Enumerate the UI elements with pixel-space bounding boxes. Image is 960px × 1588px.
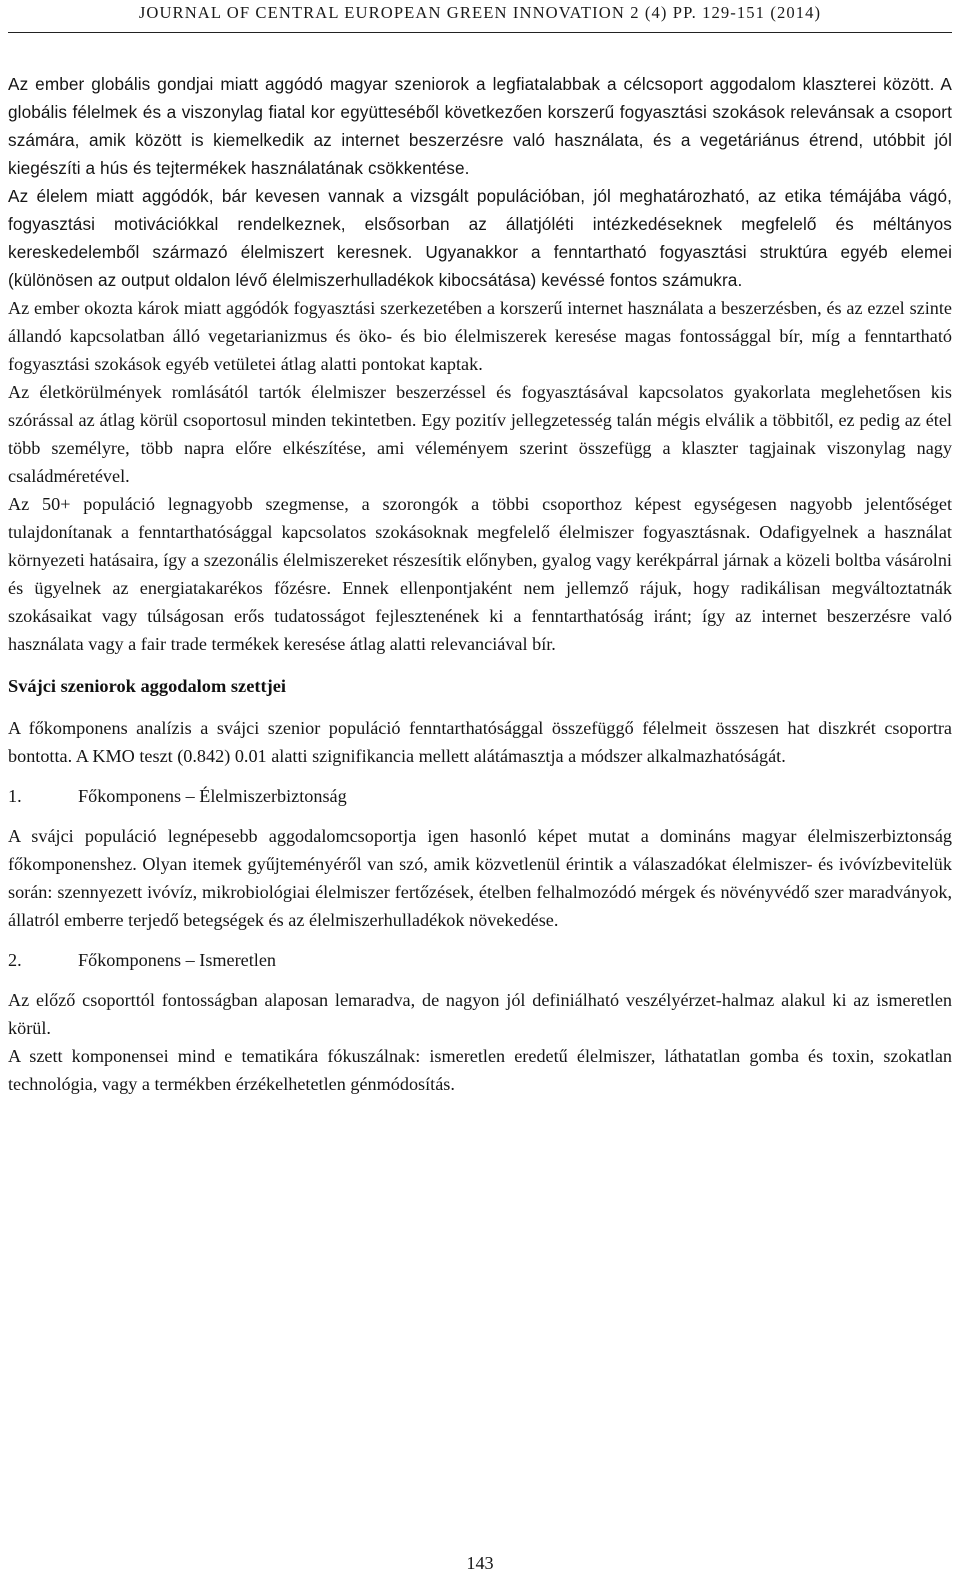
component-title: Főkomponens – Élelmiszerbiztonság	[78, 786, 347, 806]
body-text	[8, 70, 952, 1098]
component-paragraph: Az előző csoporttól fontosságban alaposan lemaradva, de nagyon jól definiálható veszélyérzet-halmaz alakul ki az ismeretlen körül.	[8, 990, 952, 1038]
paragraph-human-damage: Az ember okozta károk miatt aggódók fogyasztási szerkezetében a korszerű internet használata a beszerzésben, és az ezzel szinte állandó kapcsolatban álló vegetarianizmus és öko- és bio élelmiszerek keresése magas fontossággal bír, míg a fenntartható fogyasztási szokások egyéb vetületei átlag alatti pontokat kaptak.	[8, 298, 952, 374]
component-title: Főkomponens – Ismeretlen	[78, 950, 277, 970]
component-number: 1.	[8, 786, 22, 806]
component-heading-2	[8, 946, 952, 974]
component-heading-1	[8, 782, 952, 810]
component-number: 2.	[8, 950, 22, 970]
paragraph-global-worries: Az ember globális gondjai miatt aggódó magyar szeniorok a legfiatalabbak a célcsoport aggodalom klaszterei között. A globális félelmek és a viszonylag fiatal kor együtteséből következően korszerű fogyasztási szokások relevánsak a csoport számára, amik között is kiemelkedik az internet beszerzésre való használata, és a vegetáriánus étrend, utóbbit jól kiegészíti a hús és tejtermékek használatának csökkentése.	[8, 74, 952, 178]
paragraph-living-conditions: Az életkörülmények romlásától tartók élelmiszer beszerzéssel és fogyasztásával kapcsolatos gyakorlata meglehetősen kis szórással az átlag körül csoportosul minden tekintetben. Egy pozitív jellegzetesség talán mégis elválik a többitől, ez pedig az étel több személyre, több napra előre elkészítése, ami véleményem szerint összefügg a klaszter tagjainak viszonylag nagy családméretével.	[8, 382, 952, 486]
paragraph-anxious-segment: Az 50+ populáció legnagyobb szegmense, a szorongók a többi csoporthoz képest egységesen nagyobb jelentőséget tulajdonítanak a fenntarthatósággal kapcsolatos szokásoknak megfelelő élelmiszer fogyasztásnak. Odafigyelnek a használat környezeti hatásaira, így a szezonális élelmiszereket részesítik előnyben, gyalog vagy kerékpárral járnak a közeli boltba vásárolni és ügyelnek az energiatakarékos főzésre. Ennek ellenpontjaként nem jellemző rájuk, hogy radikálisan megváltoztatnák szokásaikat vagy túlságosan erős tudatosságot fejlesztenének ki a fenntarthatóság iránt; így az internet beszerzésre való használata vagy a fair trade termékek keresése átlag alatti relevanciával bír.	[8, 494, 952, 654]
page-number: 143	[466, 1553, 494, 1573]
section-intro: A főkomponens analízis a svájci szenior populáció fenntarthatósággal összefüggő félelmeit összesen hat diszkrét csoportra bontotta. A KMO teszt (0.842) 0.01 alatti szignifikancia mellett alátámasztja a módszer alkalmazhatóságát.	[8, 718, 952, 766]
section-title: Svájci szeniorok aggodalom szettjei	[8, 676, 287, 696]
paragraph-food-worries: Az élelem miatt aggódók, bár kevesen vannak a vizsgált populációban, jól meghatározható, az etika témájába vágó, fogyasztási motivációkkal rendelkeznek, elsősorban az állatjóléti intézkedéseknek megfelelő és méltányos kereskedelemből származó élelmiszert keresnek. Ugyanakkor a fenntartható fogyasztási struktúra egyéb elemei (különösen az output oldalon lévő élelmiszerhulladékok kibocsátása) kevéssé fontos számukra.	[8, 186, 952, 290]
component-paragraph: A svájci populáció legnépesebb aggodalomcsoportja igen hasonló képet mutat a domináns magyar élelmiszerbiztonság főkomponenshez. Olyan itemek gyűjteményéről van szó, amik közvetlenül érintik a válaszadókat élelmiszer- és ivóvízbevitelük során: szennyezett ivóvíz, mikrobiológiai élelmiszer fertőzések, ételben felhalmozódó mérgek és növényvédő szer maradványok, állatról emberre terjedő betegségek és az élelmiszerhulladékok növekedése.	[8, 826, 952, 930]
running-header: JOURNAL OF CENTRAL EUROPEAN GREEN INNOVATION 2 (4) PP. 129-151 (2014)	[138, 3, 822, 22]
component-paragraph: A szett komponensei mind e tematikára fókuszálnak: ismeretlen eredetű élelmiszer, láthatatlan gomba és toxin, szokatlan technológia, vagy a termékben érzékelhetetlen génmódosítás.	[8, 1046, 952, 1094]
header-rule	[8, 32, 952, 33]
